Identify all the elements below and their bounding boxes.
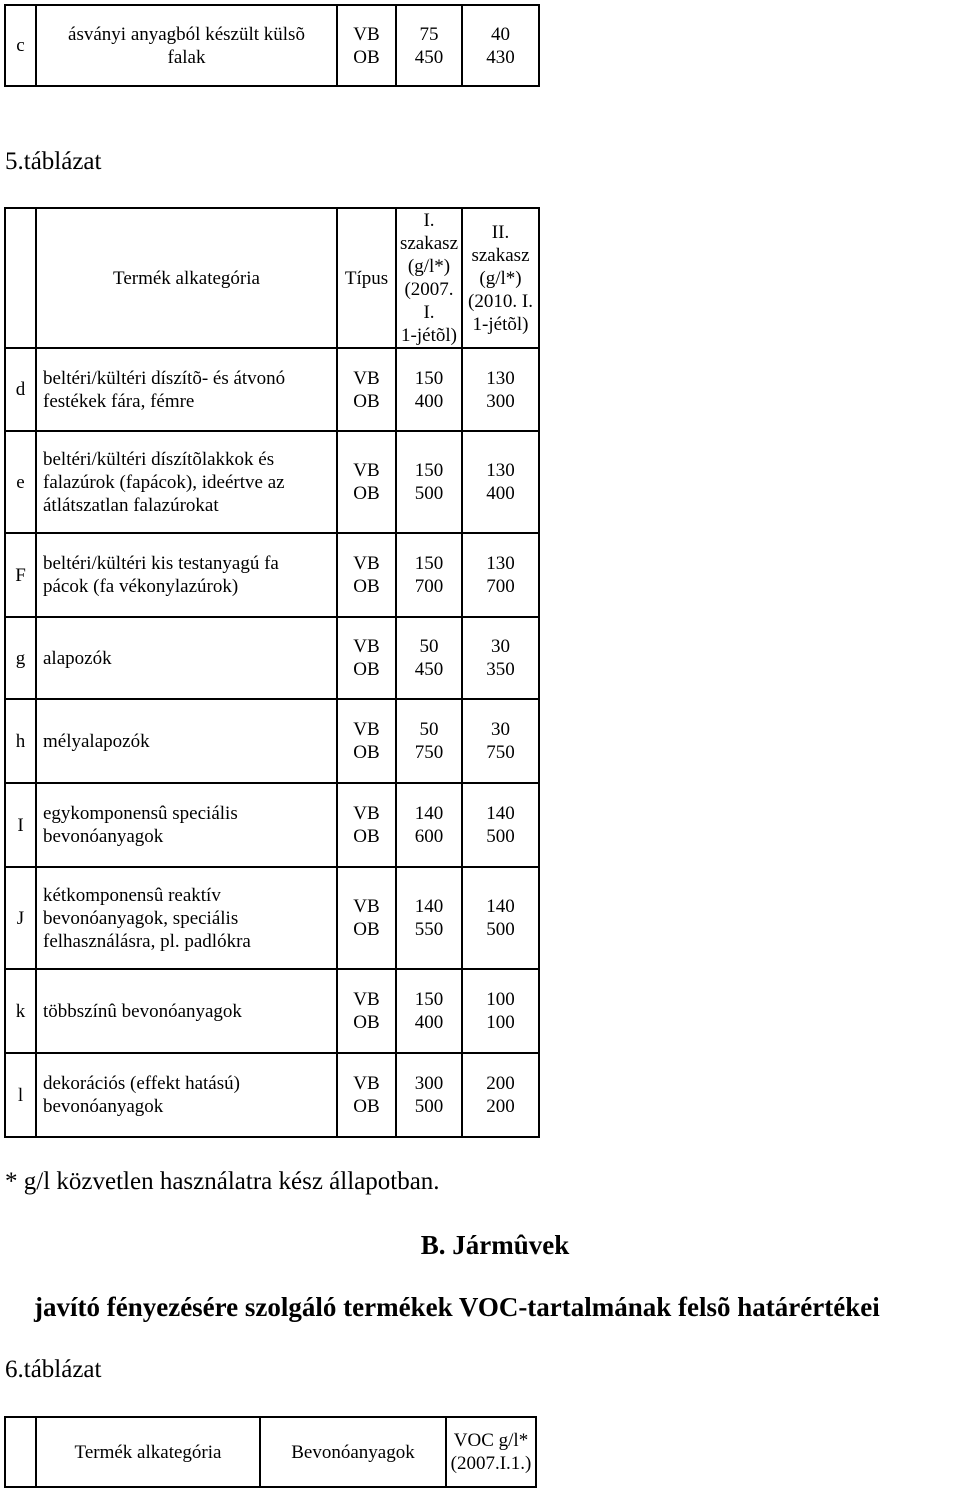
row-category: beltéri/kültéri díszítõlakkok és falazúrok (fapácok), ideértve az átlátszatlan falazúrokat [36,431,337,533]
table-6 [4,1416,537,1488]
row-types: VB OB [337,1053,396,1137]
section-subtitle: javító fényezésére szolgáló termékek VOC-tartalmának felsõ határértékei [34,1292,880,1322]
header-coatings: Bevonóanyagok [260,1417,446,1487]
row-types: VB OB [337,533,396,617]
row-category: többszínû bevonóanyagok [36,969,337,1053]
row-id: c [5,5,36,86]
header-type: Típus [337,208,396,348]
table-5-continuation [4,4,540,87]
table-header-row [5,1417,536,1487]
row-types: VB OB [337,617,396,699]
table-6-caption: 6.táblázat [5,1356,102,1383]
table-row [5,5,539,86]
table-row [5,783,539,867]
header-phase1: I. szakasz (g/l*) (2007. I. 1-jétõl) [396,208,462,348]
row-phase1: 50 450 [396,617,462,699]
row-category: ásványi anyagból készült külsõ falak [36,5,337,86]
row-phase2: 130 700 [462,533,539,617]
row-types: VB OB [337,699,396,783]
table-header-row [5,208,539,348]
row-phase1: 300 500 [396,1053,462,1137]
row-phase1: 150 400 [396,348,462,431]
row-phase1: 140 600 [396,783,462,867]
row-category: kétkomponensû reaktív bevonóanyagok, speciális felhasználásra, pl. padlókra [36,867,337,969]
row-phase2: 130 300 [462,348,539,431]
row-id: e [5,431,36,533]
table-row [5,617,539,699]
row-phase1: 150 700 [396,533,462,617]
row-types: VB OB [337,348,396,431]
row-category: mélyalapozók [36,699,337,783]
row-phase2: 140 500 [462,867,539,969]
header-id [5,208,36,348]
table-5 [4,207,540,1138]
row-id: d [5,348,36,431]
row-id: I [5,783,36,867]
row-id: l [5,1053,36,1137]
row-category: alapozók [36,617,337,699]
row-id: h [5,699,36,783]
table-row [5,533,539,617]
row-phase2: 40 430 [462,5,539,86]
row-phase1: 140 550 [396,867,462,969]
table-row [5,969,539,1053]
header-voc: VOC g/l* (2007.I.1.) [446,1417,536,1487]
row-category: egykomponensû speciális bevonóanyagok [36,783,337,867]
row-category: beltéri/kültéri díszítõ- és átvonó festékek fára, fémre [36,348,337,431]
row-types: VB OB [337,783,396,867]
row-id: g [5,617,36,699]
row-types: VB OB [337,969,396,1053]
row-phase2: 140 500 [462,783,539,867]
table-row [5,1053,539,1137]
header-phase2: II. szakasz (g/l*) (2010. I. 1-jétõl) [462,208,539,348]
row-types: VB OB [337,5,396,86]
row-id: F [5,533,36,617]
row-id: k [5,969,36,1053]
table-row [5,431,539,533]
row-phase2: 30 350 [462,617,539,699]
table-row [5,867,539,969]
row-phase1: 150 400 [396,969,462,1053]
footnote: * g/l közvetlen használatra kész állapotban. [5,1168,440,1195]
table-row [5,699,539,783]
row-phase1: 75 450 [396,5,462,86]
row-phase1: 150 500 [396,431,462,533]
row-types: VB OB [337,867,396,969]
row-phase2: 130 400 [462,431,539,533]
table-5-caption: 5.táblázat [5,148,102,175]
row-phase2: 30 750 [462,699,539,783]
header-category: Termék alkategória [36,1417,260,1487]
row-phase2: 100 100 [462,969,539,1053]
row-phase1: 50 750 [396,699,462,783]
header-category: Termék alkategória [36,208,337,348]
row-id: J [5,867,36,969]
row-category: beltéri/kültéri kis testanyagú fa pácok (fa vékonylazúrok) [36,533,337,617]
row-phase2: 200 200 [462,1053,539,1137]
header-id [5,1417,36,1487]
section-title: B. Jármûvek [420,1230,570,1260]
row-category: dekorációs (effekt hatású) bevonóanyagok [36,1053,337,1137]
row-types: VB OB [337,431,396,533]
table-row [5,348,539,431]
